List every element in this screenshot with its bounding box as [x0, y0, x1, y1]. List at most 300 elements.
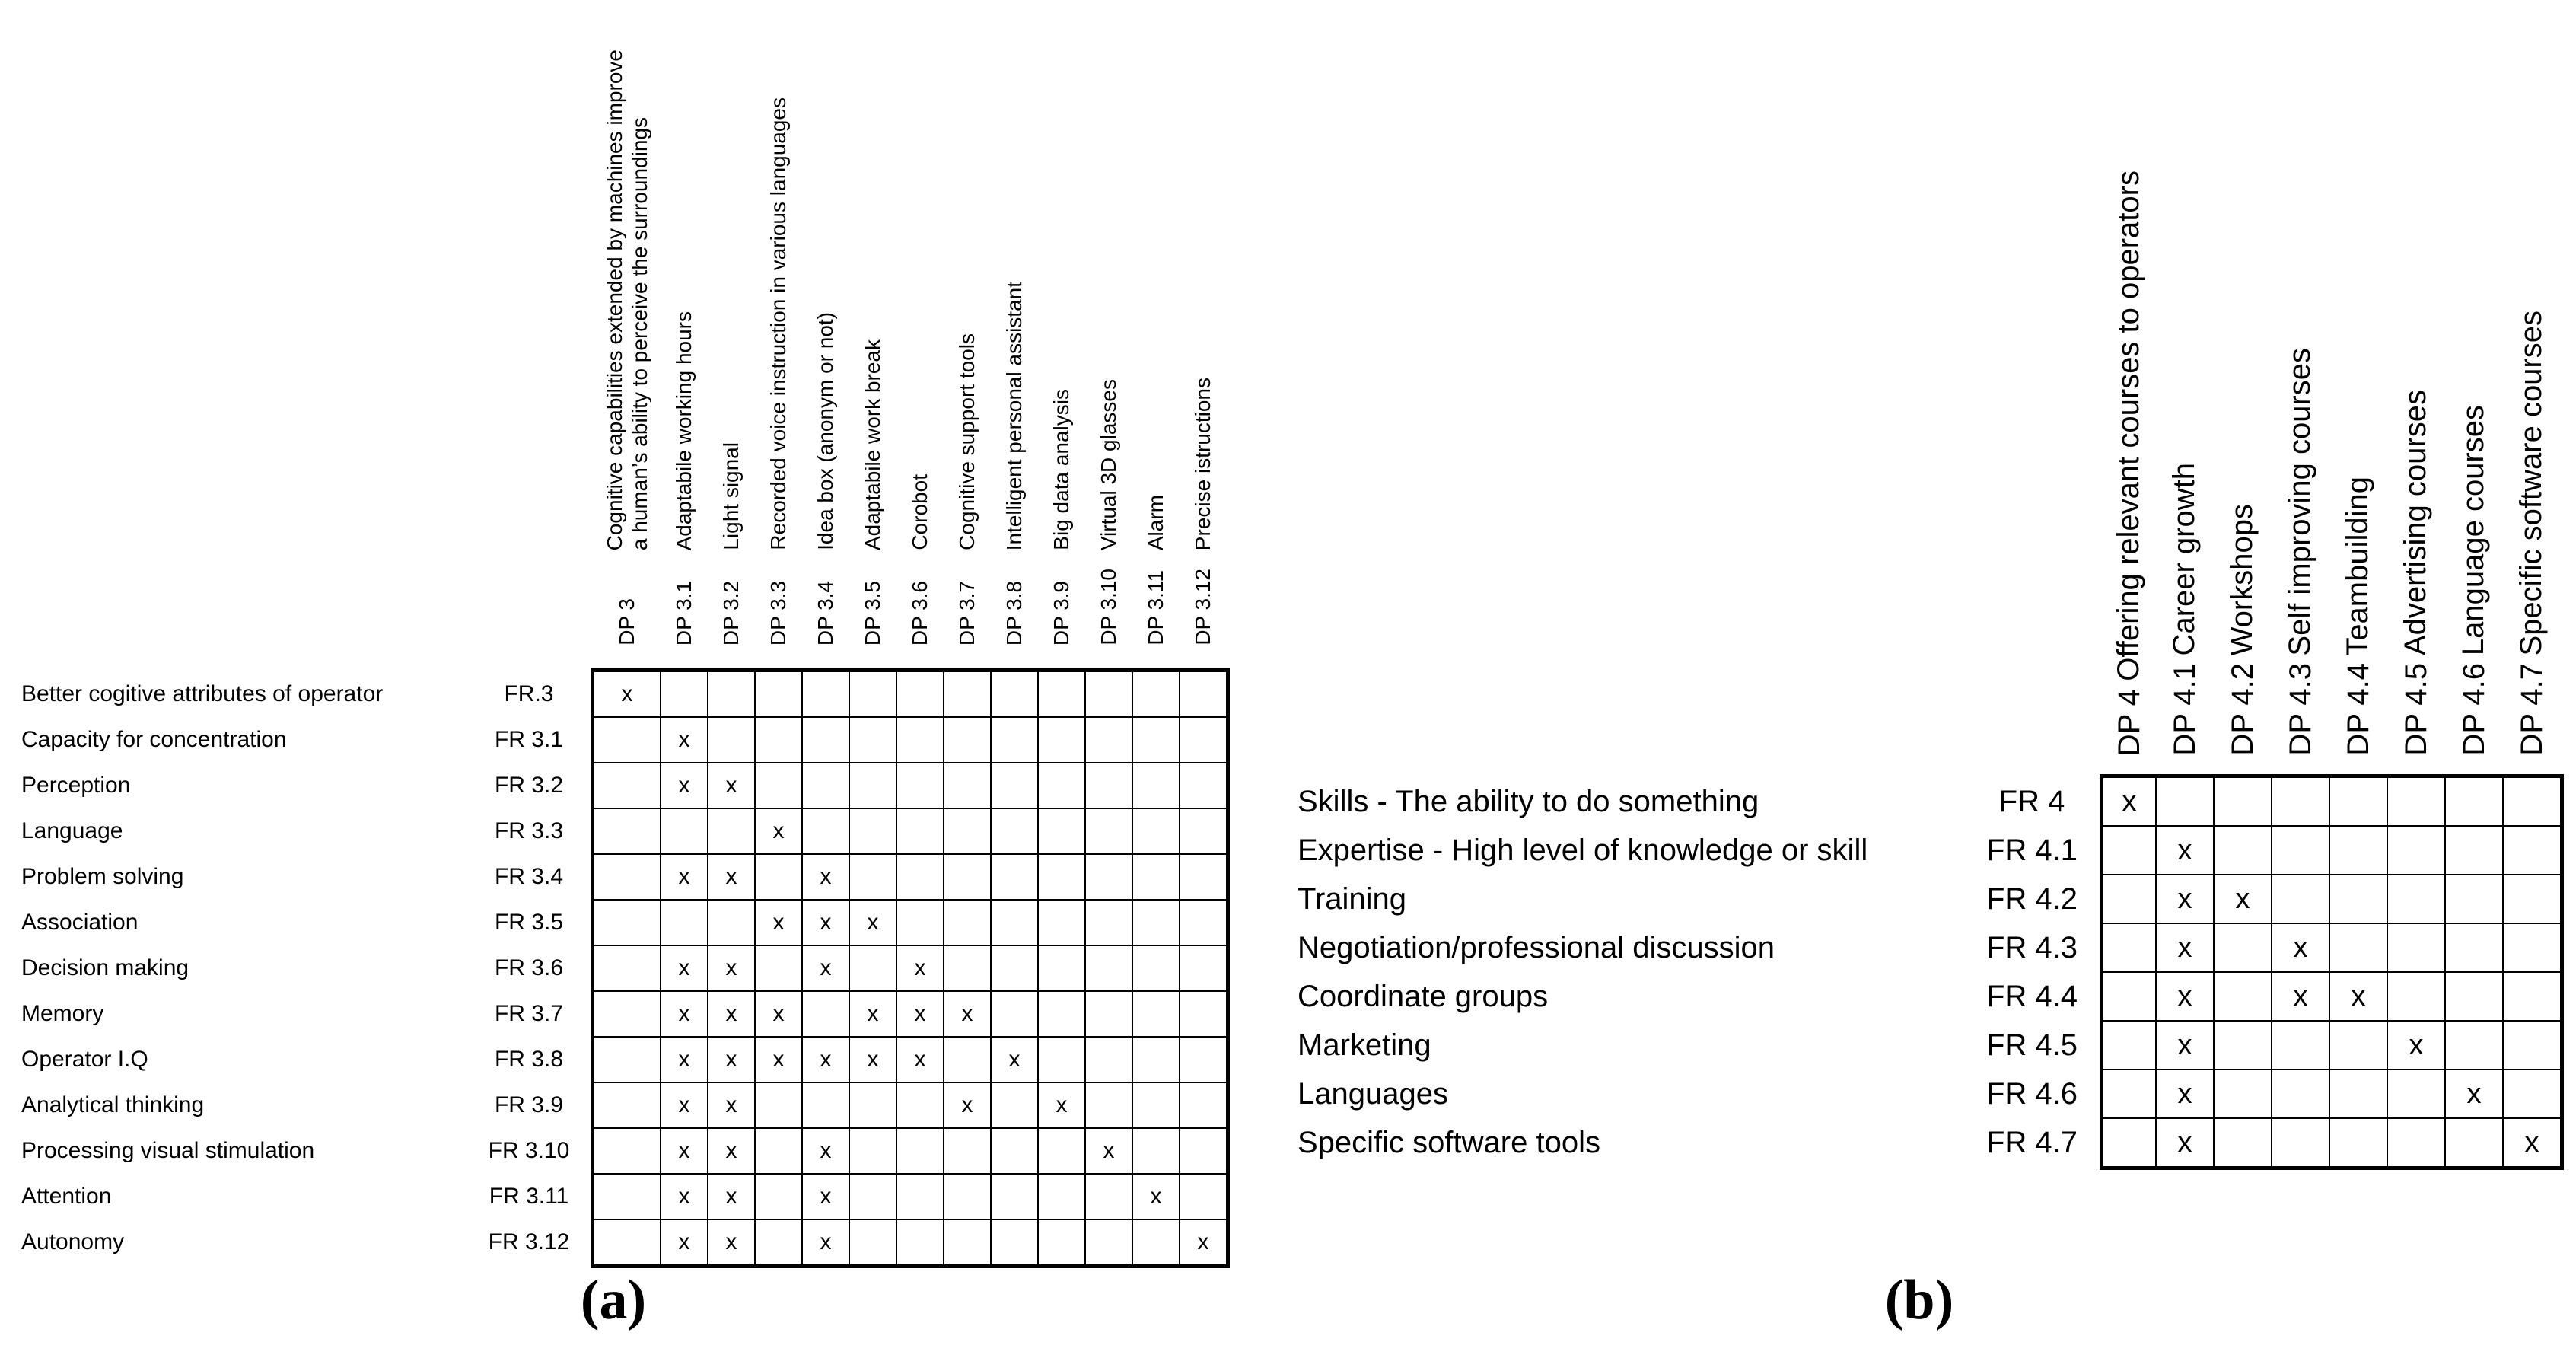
- dp-column-code-band: [2113, 689, 2147, 756]
- dp-column-header-a-9: [1038, 0, 1085, 671]
- matrix-cell-a-11-1: x: [661, 1174, 708, 1219]
- matrix-cell-a-10-10: x: [1085, 1128, 1132, 1174]
- matrix-cell-a-3-12: [1180, 808, 1227, 854]
- matrix-cell-a-11-10: [1085, 1174, 1132, 1219]
- dp-column-desc: [2167, 463, 2202, 655]
- dp-column-desc: [2224, 504, 2260, 655]
- dp-column-desc: [766, 97, 791, 550]
- dp-column-desc: [1096, 379, 1121, 550]
- matrix-cell-b-7-6: [2445, 1118, 2503, 1167]
- dp-column-code-band: [2284, 663, 2318, 756]
- matrix-cell-b-6-2: [2214, 1070, 2272, 1118]
- fr-row-label-a-4: Problem solving: [21, 864, 184, 889]
- matrix-cell-a-4-4: x: [802, 854, 849, 900]
- matrix-cell-a-12-12: x: [1180, 1219, 1227, 1265]
- matrix-cell-b-7-4: [2329, 1118, 2387, 1167]
- panel-a-caption: (a): [580, 1269, 647, 1331]
- matrix-cell-b-4-7: [2503, 972, 2561, 1021]
- matrix-cell-a-8-6: x: [896, 1037, 944, 1082]
- matrix-cell-a-3-2: [708, 808, 755, 854]
- fr-row-label-b-4: Coordinate groups: [1298, 979, 1549, 1013]
- matrix-cell-b-4-3: x: [2272, 972, 2329, 1021]
- matrix-cell-a-8-11: [1132, 1037, 1180, 1082]
- matrix-cell-a-6-6: x: [896, 945, 944, 991]
- matrix-cell-a-6-8: [991, 945, 1038, 991]
- matrix-cell-b-3-5: [2387, 923, 2445, 972]
- matrix-cell-a-7-3: x: [755, 991, 802, 1037]
- dp-column-code-band: [672, 550, 696, 646]
- fr-row-code-a-12: FR 3.12: [488, 1229, 570, 1254]
- matrix-cell-a-4-0: [594, 854, 661, 900]
- matrix-cell-b-0-5: [2387, 777, 2445, 826]
- dp-column-code-band: [814, 550, 838, 646]
- matrix-cell-a-6-0: [594, 945, 661, 991]
- matrix-cell-a-1-0: [594, 717, 661, 763]
- matrix-cell-b-3-7: [2503, 923, 2561, 972]
- dp-column-code: DP 3.2: [719, 580, 743, 646]
- matrix-cell-a-6-12: [1180, 945, 1227, 991]
- dp-column-code-band: [861, 550, 885, 646]
- matrix-cell-b-3-0: [2103, 923, 2156, 972]
- dp-column-code: DP 4.5: [2399, 663, 2433, 756]
- matrix-cell-a-5-10: [1085, 900, 1132, 945]
- matrix-cell-b-1-3: [2272, 826, 2329, 875]
- dp-column-code: DP 4.7: [2514, 663, 2549, 756]
- matrix-cell-b-5-6: [2445, 1021, 2503, 1070]
- fr-row-label-b-2: Training: [1298, 881, 1407, 916]
- dp-column-header-a-2: [708, 0, 755, 671]
- dp-column-code: DP 4: [2112, 688, 2146, 756]
- matrix-cell-b-1-6: [2445, 826, 2503, 875]
- matrix-cell-a-9-11: [1132, 1082, 1180, 1128]
- matrix-cell-b-0-3: [2272, 777, 2329, 826]
- dp-column-desc-line: Cognitive capabilities extended by machines improve: [602, 49, 626, 550]
- fr-row-label-a-5: Association: [21, 910, 139, 935]
- matrix-cell-a-5-12: [1180, 900, 1227, 945]
- dp-column-header-b-6: [2445, 0, 2503, 777]
- matrix-cell-a-3-4: [802, 808, 849, 854]
- dp-column-desc-line: Recorded voice instruction in various languages: [766, 97, 791, 550]
- matrix-cell-b-0-0: x: [2103, 777, 2156, 826]
- matrix-cell-a-6-3: [755, 945, 802, 991]
- dp-column-desc-line: Precise istructions: [1191, 377, 1215, 550]
- matrix-cell-a-11-2: x: [708, 1174, 755, 1219]
- dp-column-code: DP 4.3: [2283, 663, 2317, 756]
- matrix-cell-a-12-4: x: [802, 1219, 849, 1265]
- matrix-cell-a-10-6: [896, 1128, 944, 1174]
- matrix-cell-b-2-1: x: [2156, 875, 2214, 923]
- matrix-cell-a-9-0: [594, 1082, 661, 1128]
- matrix-cell-a-3-1: [661, 808, 708, 854]
- matrix-cell-a-7-6: x: [896, 991, 944, 1037]
- matrix-cell-a-4-11: [1132, 854, 1180, 900]
- dp-column-desc-line: Offering relevant courses to operators: [2112, 171, 2146, 681]
- matrix-cell-b-3-3: x: [2272, 923, 2329, 972]
- dp-column-header-a-7: [944, 0, 991, 671]
- matrix-cell-b-5-1: x: [2156, 1021, 2214, 1070]
- dp-column-code-band: [615, 550, 639, 646]
- matrix-cell-b-1-4: [2329, 826, 2387, 875]
- matrix-cell-a-12-0: [594, 1219, 661, 1265]
- fr-row-label-a-2: Perception: [21, 773, 131, 798]
- matrix-cell-a-7-9: [1038, 991, 1085, 1037]
- dp-column-code: DP 3.4: [814, 580, 837, 646]
- matrix-cell-b-5-7: [2503, 1021, 2561, 1070]
- dp-column-code: DP 3.8: [1002, 580, 1026, 646]
- matrix-cell-b-7-5: [2387, 1118, 2445, 1167]
- matrix-cell-b-3-6: [2445, 923, 2503, 972]
- dp-column-code-band: [1049, 550, 1074, 646]
- matrix-cell-b-5-3: [2272, 1021, 2329, 1070]
- matrix-cell-a-11-8: [991, 1174, 1038, 1219]
- matrix-cell-a-12-7: [944, 1219, 991, 1265]
- matrix-cell-a-6-5: [849, 945, 896, 991]
- dp-column-code-band: [766, 550, 791, 646]
- matrix-cell-a-12-2: x: [708, 1219, 755, 1265]
- matrix-cell-a-5-1: [661, 900, 708, 945]
- matrix-cell-a-9-8: [991, 1082, 1038, 1128]
- matrix-cell-a-4-5: [849, 854, 896, 900]
- matrix-cell-b-1-0: [2103, 826, 2156, 875]
- matrix-cell-a-5-5: x: [849, 900, 896, 945]
- matrix-cell-b-2-2: x: [2214, 875, 2272, 923]
- matrix-cell-a-8-4: x: [802, 1037, 849, 1082]
- matrix-cell-a-12-11: [1132, 1219, 1180, 1265]
- matrix-cell-a-4-9: [1038, 854, 1085, 900]
- matrix-cell-b-6-1: x: [2156, 1070, 2214, 1118]
- dp-column-desc: [954, 333, 979, 550]
- fr-row-code-a-0: FR.3: [504, 681, 554, 706]
- matrix-cell-a-12-5: [849, 1219, 896, 1265]
- dp-column-code: DP 3: [615, 598, 638, 646]
- matrix-cell-a-2-6: [896, 763, 944, 808]
- matrix-cell-b-6-0: [2103, 1070, 2156, 1118]
- fr-row-code-a-10: FR 3.10: [488, 1138, 570, 1163]
- fr-row-label-a-12: Autonomy: [21, 1229, 125, 1254]
- fr-row-code-b-0: FR 4: [1998, 784, 2065, 818]
- matrix-cell-a-8-3: x: [755, 1037, 802, 1082]
- dp-column-header-a-8: [991, 0, 1038, 671]
- dp-column-desc: [718, 442, 744, 550]
- fr-row-code-a-4: FR 3.4: [494, 864, 564, 889]
- matrix-cell-a-10-0: [594, 1128, 661, 1174]
- dp-column-desc: [1001, 282, 1027, 550]
- dp-column-code: DP 3.9: [1049, 580, 1073, 646]
- matrix-cell-a-8-0: [594, 1037, 661, 1082]
- matrix-cell-a-1-4: [802, 717, 849, 763]
- matrix-cell-a-12-9: [1038, 1219, 1085, 1265]
- matrix-cell-b-3-1: x: [2156, 923, 2214, 972]
- dp-column-code: DP 4.1: [2167, 663, 2202, 756]
- matrix-cell-a-0-10: [1085, 671, 1132, 717]
- matrix-cell-a-7-5: x: [849, 991, 896, 1037]
- design-matrix-b: [2100, 774, 2564, 1170]
- matrix-cell-a-1-6: [896, 717, 944, 763]
- dp-column-code-band: [2226, 663, 2260, 756]
- matrix-cell-a-1-12: [1180, 717, 1227, 763]
- matrix-cell-a-4-8: [991, 854, 1038, 900]
- fr-row-label-a-0: Better cogitive attributes of operator: [21, 681, 384, 706]
- dp-column-header-a-4: [802, 0, 849, 671]
- dp-column-code-band: [1191, 550, 1215, 646]
- matrix-cell-a-4-2: x: [708, 854, 755, 900]
- matrix-cell-b-6-6: x: [2445, 1070, 2503, 1118]
- matrix-cell-a-10-11: [1132, 1128, 1180, 1174]
- dp-column-header-b-2: [2214, 0, 2272, 777]
- dp-column-code-band: [955, 550, 979, 646]
- fr-row-code-a-6: FR 3.6: [494, 955, 564, 980]
- matrix-cell-a-6-7: [944, 945, 991, 991]
- dp-column-desc-line: Adaptabile working hours: [672, 311, 696, 550]
- matrix-cell-b-7-0: [2103, 1118, 2156, 1167]
- matrix-cell-a-7-8: [991, 991, 1038, 1037]
- dp-column-header-b-7: [2503, 0, 2561, 777]
- matrix-cell-a-4-6: [896, 854, 944, 900]
- dp-column-desc: [2456, 405, 2492, 655]
- matrix-cell-a-8-9: [1038, 1037, 1085, 1082]
- fr-row-label-a-6: Decision making: [21, 955, 189, 980]
- dp-column-header-b-0: [2103, 0, 2156, 777]
- matrix-cell-a-12-1: x: [661, 1219, 708, 1265]
- fr-row-code-b-7: FR 4.7: [1985, 1125, 2078, 1159]
- fr-row-code-a-9: FR 3.9: [494, 1092, 564, 1117]
- matrix-cell-a-0-9: [1038, 671, 1085, 717]
- dp-column-header-b-3: [2272, 0, 2329, 777]
- matrix-cell-a-0-8: [991, 671, 1038, 717]
- dp-column-desc: [1049, 389, 1074, 550]
- dp-column-code-band: [2457, 663, 2492, 756]
- matrix-cell-a-5-0: [594, 900, 661, 945]
- matrix-cell-a-1-11: [1132, 717, 1180, 763]
- matrix-cell-a-5-2: [708, 900, 755, 945]
- matrix-cell-a-1-1: x: [661, 717, 708, 763]
- dp-column-code-band: [1144, 550, 1168, 646]
- matrix-cell-a-8-5: x: [849, 1037, 896, 1082]
- matrix-cell-b-5-0: [2103, 1021, 2156, 1070]
- matrix-cell-a-3-6: [896, 808, 944, 854]
- matrix-cell-a-8-1: x: [661, 1037, 708, 1082]
- dp-column-code: DP 3.5: [861, 580, 884, 646]
- matrix-cell-b-1-2: [2214, 826, 2272, 875]
- matrix-cell-b-2-4: [2329, 875, 2387, 923]
- dp-column-desc: [2282, 348, 2318, 656]
- matrix-cell-a-1-8: [991, 717, 1038, 763]
- matrix-cell-a-1-7: [944, 717, 991, 763]
- matrix-cell-a-11-7: [944, 1174, 991, 1219]
- matrix-cell-b-7-1: x: [2156, 1118, 2214, 1167]
- matrix-cell-a-10-8: [991, 1128, 1038, 1174]
- matrix-cell-a-8-7: [944, 1037, 991, 1082]
- matrix-cell-a-9-6: [896, 1082, 944, 1128]
- matrix-cell-a-3-9: [1038, 808, 1085, 854]
- matrix-cell-a-0-2: [708, 671, 755, 717]
- dp-column-header-a-10: [1085, 0, 1132, 671]
- fr-row-code-b-2: FR 4.2: [1985, 881, 2078, 916]
- matrix-cell-a-7-0: [594, 991, 661, 1037]
- matrix-cell-a-8-2: x: [708, 1037, 755, 1082]
- matrix-cell-b-7-3: [2272, 1118, 2329, 1167]
- fr-row-label-b-1: Expertise - High level of knowledge or skill: [1298, 833, 1868, 867]
- dp-column-desc-line: Alarm: [1144, 494, 1168, 550]
- matrix-cell-b-7-2: [2214, 1118, 2272, 1167]
- fr-row-label-b-3: Negotiation/professional discussion: [1298, 930, 1775, 964]
- matrix-cell-a-9-5: [849, 1082, 896, 1128]
- dp-column-code-band: [2342, 663, 2376, 756]
- matrix-cell-a-9-1: x: [661, 1082, 708, 1128]
- matrix-cell-a-11-11: x: [1132, 1174, 1180, 1219]
- dp-column-header-b-1: [2156, 0, 2214, 777]
- matrix-cell-a-10-4: x: [802, 1128, 849, 1174]
- fr-row-code-a-11: FR 3.11: [489, 1184, 569, 1209]
- matrix-cell-b-5-4: [2329, 1021, 2387, 1070]
- matrix-cell-a-2-1: x: [661, 763, 708, 808]
- dp-column-code: DP 3.10: [1097, 569, 1120, 646]
- dp-column-desc: [2398, 390, 2434, 655]
- dp-column-code: DP 3.3: [766, 580, 790, 646]
- fr-row-code-a-2: FR 3.2: [494, 773, 564, 798]
- matrix-cell-b-6-3: [2272, 1070, 2329, 1118]
- matrix-cell-a-8-10: [1085, 1037, 1132, 1082]
- matrix-cell-b-2-6: [2445, 875, 2503, 923]
- matrix-cell-b-4-4: x: [2329, 972, 2387, 1021]
- fr-row-label-b-6: Languages: [1298, 1076, 1448, 1111]
- matrix-cell-b-0-1: [2156, 777, 2214, 826]
- matrix-cell-a-7-2: x: [708, 991, 755, 1037]
- dp-column-desc-line: a human’s ability to perceive the surroundings: [628, 116, 651, 550]
- fr-row-label-a-10: Processing visual stimulation: [21, 1138, 315, 1163]
- dp-column-code-band: [2399, 663, 2434, 756]
- matrix-cell-a-4-1: x: [661, 854, 708, 900]
- matrix-cell-a-8-8: x: [991, 1037, 1038, 1082]
- fr-row-label-a-9: Analytical thinking: [21, 1092, 205, 1117]
- matrix-cell-a-12-3: [755, 1219, 802, 1265]
- matrix-cell-a-1-2: [708, 717, 755, 763]
- dp-column-code-band: [908, 550, 932, 646]
- dp-column-desc: [1143, 495, 1168, 550]
- matrix-cell-b-4-1: x: [2156, 972, 2214, 1021]
- matrix-cell-a-5-3: x: [755, 900, 802, 945]
- matrix-cell-a-8-12: [1180, 1037, 1227, 1082]
- matrix-cell-b-4-0: [2103, 972, 2156, 1021]
- dp-column-header-a-1: [661, 0, 708, 671]
- matrix-cell-a-0-7: [944, 671, 991, 717]
- dp-column-code-band: [2515, 663, 2549, 756]
- dp-column-code: DP 3.7: [955, 580, 979, 646]
- design-matrix-a: [591, 668, 1230, 1268]
- matrix-cell-a-4-12: [1180, 854, 1227, 900]
- matrix-cell-b-5-2: [2214, 1021, 2272, 1070]
- dp-column-desc-line: Workshops: [2225, 504, 2259, 656]
- dp-column-code: DP 4.2: [2225, 663, 2259, 756]
- matrix-cell-b-4-5: [2387, 972, 2445, 1021]
- matrix-cell-a-3-10: [1085, 808, 1132, 854]
- matrix-cell-a-9-10: [1085, 1082, 1132, 1128]
- matrix-cell-b-0-7: [2503, 777, 2561, 826]
- matrix-cell-a-6-1: x: [661, 945, 708, 991]
- matrix-cell-a-3-11: [1132, 808, 1180, 854]
- dp-column-desc-line: Specific software courses: [2514, 310, 2549, 656]
- dp-column-code: DP 3.1: [672, 580, 696, 646]
- matrix-cell-a-5-11: [1132, 900, 1180, 945]
- fr-row-code-a-8: FR 3.8: [494, 1047, 564, 1072]
- dp-column-desc-line: Big data analysis: [1049, 389, 1074, 550]
- matrix-cell-a-9-9: x: [1038, 1082, 1085, 1128]
- matrix-cell-a-7-12: [1180, 991, 1227, 1037]
- matrix-cell-a-3-0: [594, 808, 661, 854]
- fr-row-code-b-3: FR 4.3: [1985, 930, 2078, 964]
- matrix-cell-a-11-5: [849, 1174, 896, 1219]
- dp-column-desc: [2111, 171, 2147, 681]
- matrix-cell-a-12-6: [896, 1219, 944, 1265]
- matrix-cell-a-7-10: [1085, 991, 1132, 1037]
- matrix-cell-a-9-3: [755, 1082, 802, 1128]
- fr-row-code-a-7: FR 3.7: [494, 1001, 564, 1026]
- matrix-cell-a-7-7: x: [944, 991, 991, 1037]
- matrix-cell-a-9-7: x: [944, 1082, 991, 1128]
- dp-column-desc-line: Teambuilding: [2341, 476, 2375, 656]
- matrix-cell-b-1-7: [2503, 826, 2561, 875]
- dp-column-code: DP 4.4: [2341, 663, 2375, 756]
- matrix-cell-b-0-4: [2329, 777, 2387, 826]
- dp-column-code-band: [1097, 550, 1121, 646]
- fr-row-label-b-7: Specific software tools: [1298, 1125, 1600, 1159]
- dp-column-header-b-5: [2387, 0, 2445, 777]
- dp-column-header-a-5: [849, 0, 896, 671]
- matrix-cell-b-2-5: [2387, 875, 2445, 923]
- dp-column-desc: [1190, 378, 1215, 550]
- matrix-cell-b-0-6: [2445, 777, 2503, 826]
- dp-column-desc-line: Cognitive support tools: [955, 333, 979, 550]
- dp-column-header-a-6: [896, 0, 944, 671]
- dp-column-desc-line: Idea box (anonym or not): [814, 312, 838, 550]
- matrix-cell-a-4-3: [755, 854, 802, 900]
- matrix-cell-a-11-12: [1180, 1174, 1227, 1219]
- dp-column-desc-line: Language courses: [2457, 405, 2491, 656]
- fr-row-code-a-3: FR 3.3: [494, 818, 564, 843]
- matrix-cell-a-9-2: x: [708, 1082, 755, 1128]
- fr-row-code-a-1: FR 3.1: [494, 727, 564, 752]
- fr-row-code-b-1: FR 4.1: [1985, 833, 2078, 867]
- matrix-cell-a-1-5: [849, 717, 896, 763]
- matrix-cell-a-2-5: [849, 763, 896, 808]
- matrix-cell-a-10-5: [849, 1128, 896, 1174]
- panel-b-caption: (b): [1884, 1269, 1954, 1331]
- dp-column-desc-line: Advertising courses: [2399, 390, 2433, 656]
- matrix-cell-a-7-11: [1132, 991, 1180, 1037]
- dp-column-desc: [907, 474, 932, 550]
- dp-column-code-band: [2168, 663, 2202, 756]
- matrix-cell-a-4-10: [1085, 854, 1132, 900]
- matrix-cell-a-1-3: [755, 717, 802, 763]
- matrix-cell-a-11-3: [755, 1174, 802, 1219]
- dp-column-code-band: [719, 550, 744, 646]
- matrix-cell-a-10-12: [1180, 1128, 1227, 1174]
- matrix-cell-b-6-7: [2503, 1070, 2561, 1118]
- matrix-cell-a-12-10: [1085, 1219, 1132, 1265]
- dp-column-code: DP 3.11: [1144, 570, 1167, 646]
- dp-column-desc: [860, 340, 885, 550]
- fr-row-label-a-7: Memory: [21, 1001, 104, 1026]
- fr-row-label-a-11: Attention: [21, 1184, 112, 1209]
- matrix-cell-a-2-7: [944, 763, 991, 808]
- matrix-cell-a-0-1: [661, 671, 708, 717]
- matrix-cell-a-6-11: [1132, 945, 1180, 991]
- matrix-cell-a-12-8: [991, 1219, 1038, 1265]
- matrix-cell-b-2-7: [2503, 875, 2561, 923]
- matrix-cell-a-6-2: x: [708, 945, 755, 991]
- dp-column-desc: [671, 311, 696, 550]
- matrix-cell-a-3-8: [991, 808, 1038, 854]
